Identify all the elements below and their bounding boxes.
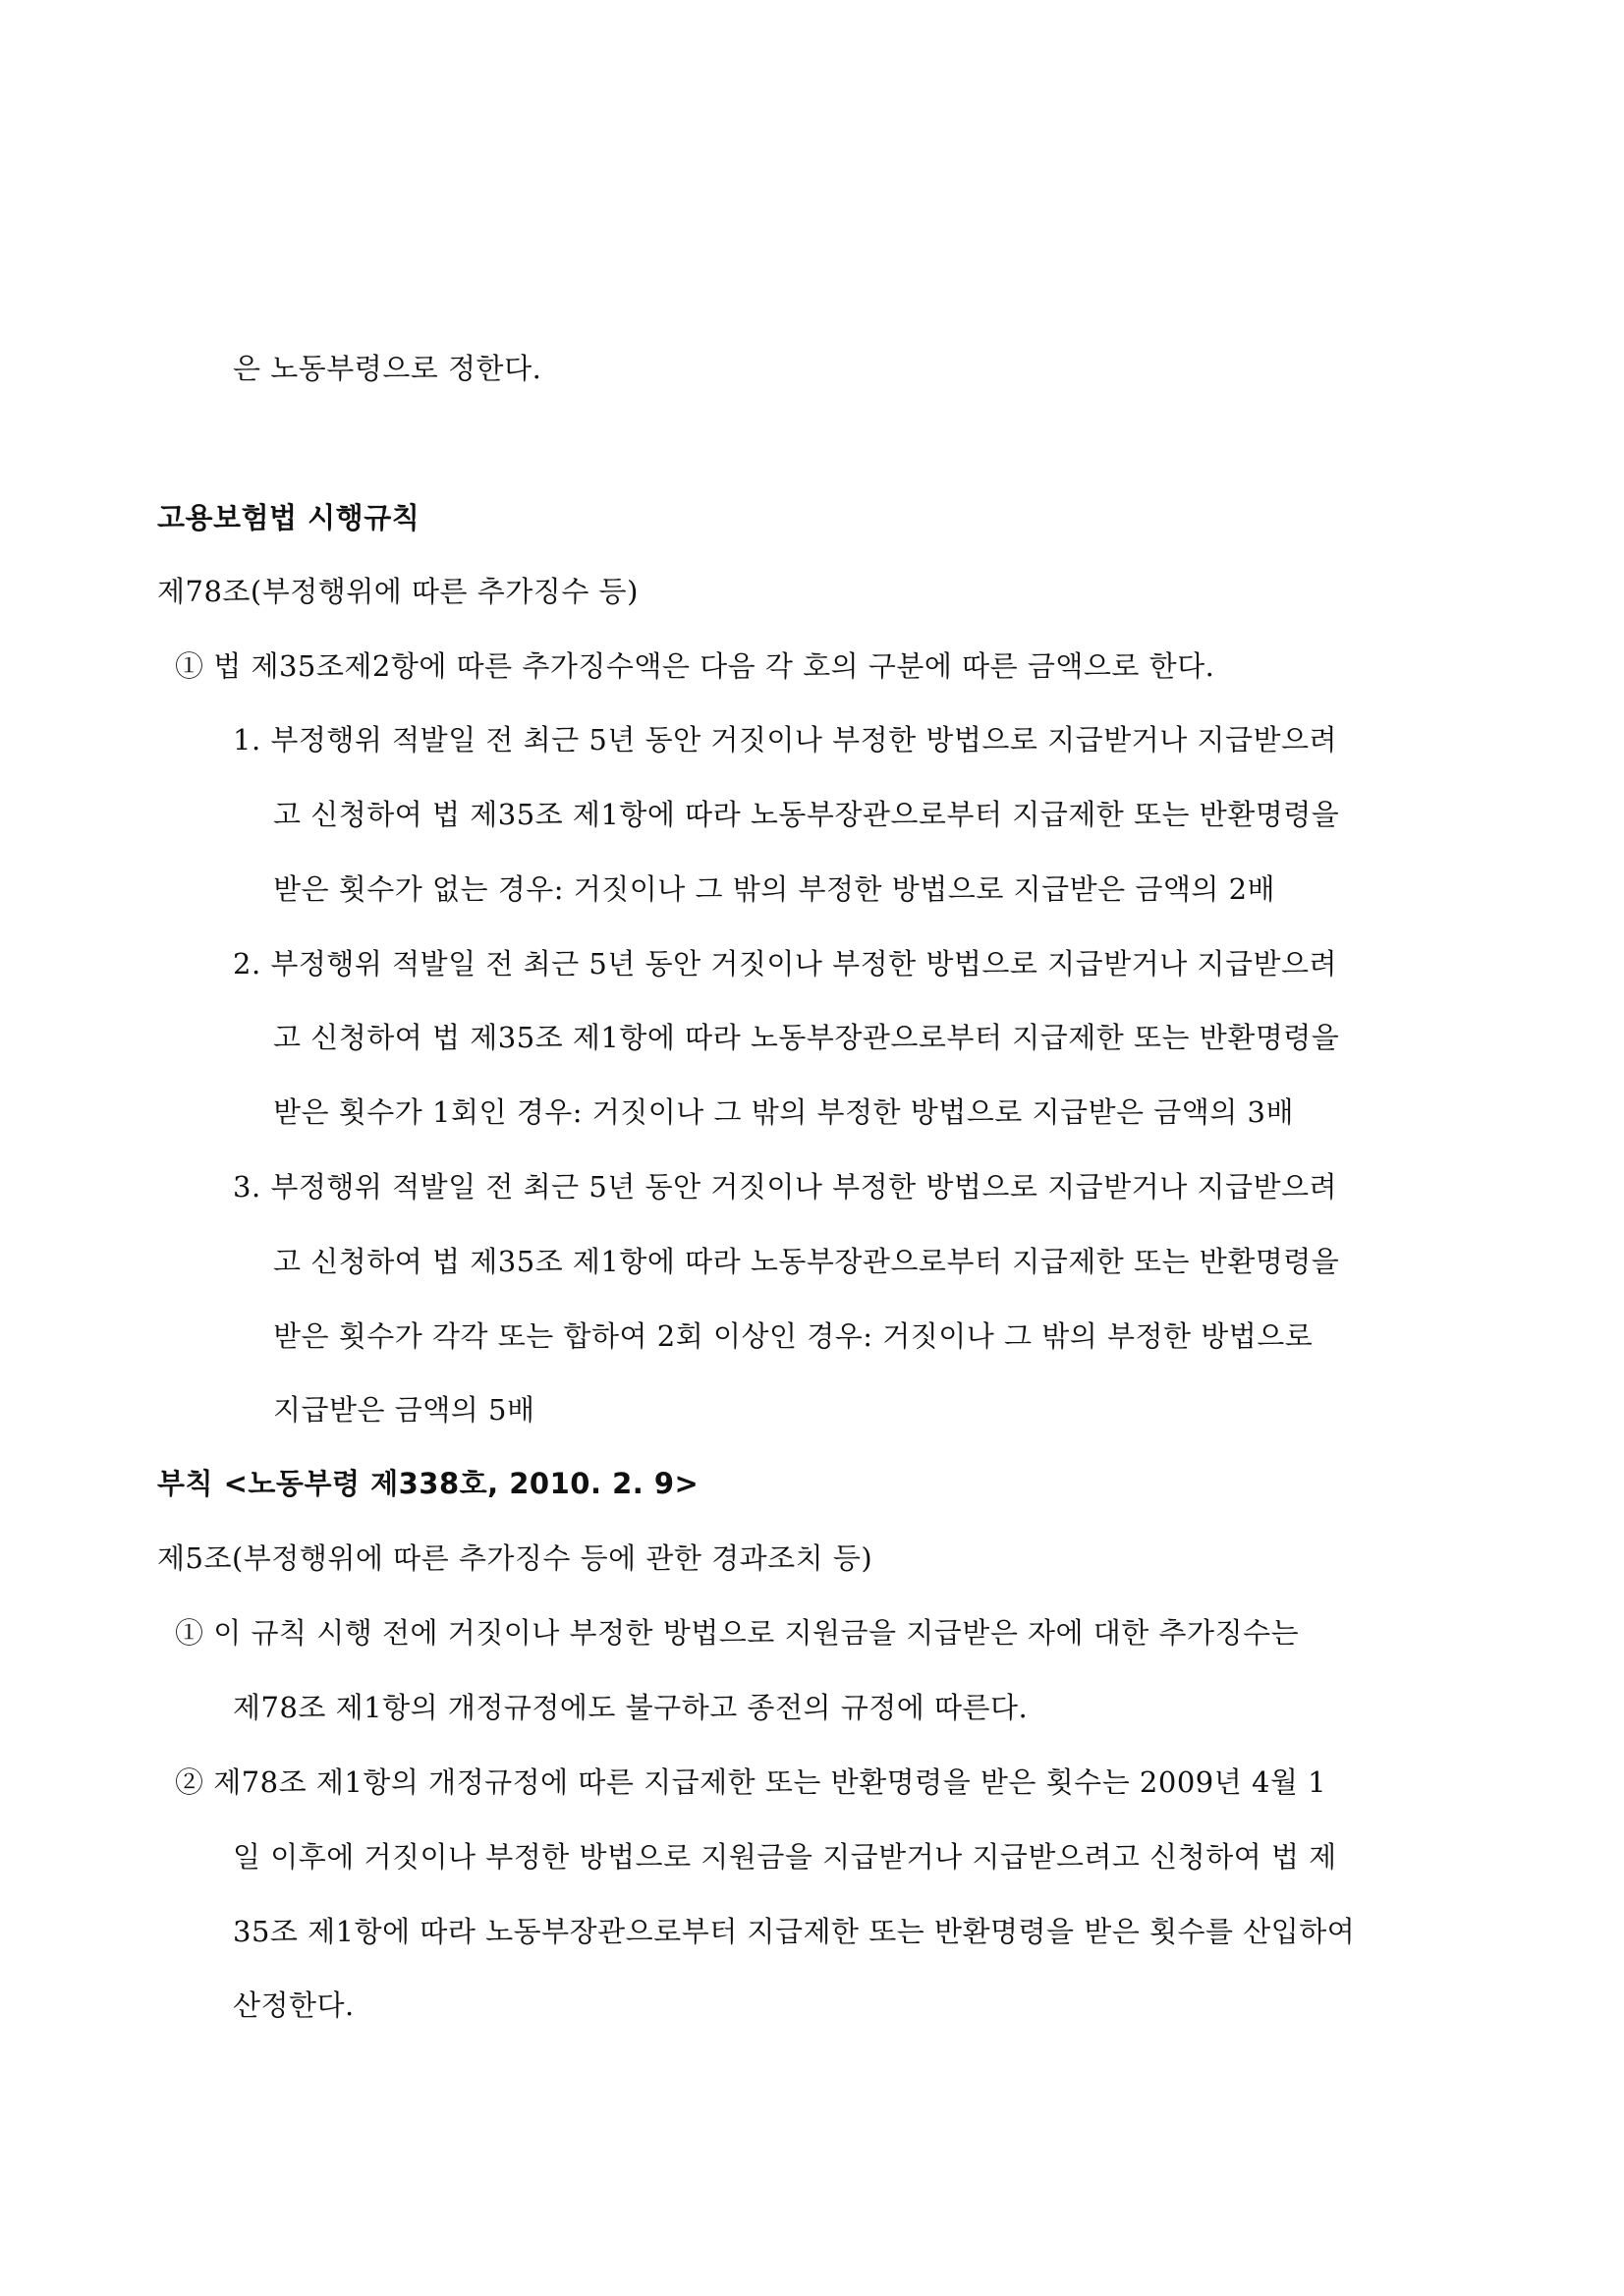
continuation-text: 은 노동부령으로 정한다.	[233, 352, 542, 385]
enforcement-rule-title: 고용보험법 시행규칙	[157, 501, 420, 534]
article-78-heading: 제78조(부정행위에 따른 추가징수 등)	[157, 575, 639, 608]
addendum-paragraph-2-line-4: 산정한다.	[233, 1988, 355, 2022]
addendum-paragraph-2-line-3: 35조 제1항에 따라 노동부장관으로부터 지급제한 또는 반환명령을 받은 횟수를 산입하여	[233, 1915, 1356, 1948]
item-3-line-1: 3. 부정행위 적발일 전 최근 5년 동안 거짓이나 부정한 방법으로 지급받거나 지급받으려	[233, 1170, 1337, 1204]
addendum-paragraph-1-line-1: ① 이 규칙 시행 전에 거짓이나 부정한 방법으로 지원금을 지급받은 자에 대한 추가징수는	[175, 1616, 1300, 1650]
item-3-line-2: 고 신청하여 법 제35조 제1항에 따라 노동부장관으로부터 지급제한 또는 반환명령을	[273, 1245, 1340, 1278]
item-2-line-3: 받은 횟수가 1회인 경우: 거짓이나 그 밖의 부정한 방법으로 지급받은 금액의 3배	[273, 1095, 1295, 1129]
item-1-line-2: 고 신청하여 법 제35조 제1항에 따라 노동부장관으로부터 지급제한 또는 반환명령을	[273, 798, 1340, 831]
item-1-line-1: 1. 부정행위 적발일 전 최근 5년 동안 거짓이나 부정한 방법으로 지급받거나 지급받으려	[233, 723, 1337, 756]
addendum-paragraph-2-line-1: ② 제78조 제1항의 개정규정에 따른 지급제한 또는 반환명령을 받은 횟수는 2009년 4월 1	[175, 1765, 1327, 1799]
item-3-line-3: 받은 횟수가 각각 또는 합하여 2회 이상인 경우: 거짓이나 그 밖의 부정한 방법으로	[273, 1319, 1314, 1353]
item-1-line-3: 받은 횟수가 없는 경우: 거짓이나 그 밖의 부정한 방법으로 지급받은 금액의 2배	[273, 872, 1276, 906]
addendum-paragraph-1-line-2: 제78조 제1항의 개정규정에도 불구하고 종전의 규정에 따른다.	[233, 1691, 1029, 1724]
addendum-paragraph-2-line-2: 일 이후에 거짓이나 부정한 방법으로 지원금을 지급받거나 지급받으려고 신청하여 법 제	[233, 1840, 1337, 1874]
article-5-heading: 제5조(부정행위에 따른 추가징수 등에 관한 경과조치 등)	[157, 1541, 873, 1575]
item-2-line-1: 2. 부정행위 적발일 전 최근 5년 동안 거짓이나 부정한 방법으로 지급받거나 지급받으려	[233, 947, 1337, 980]
item-2-line-2: 고 신청하여 법 제35조 제1항에 따라 노동부장관으로부터 지급제한 또는 반환명령을	[273, 1021, 1340, 1054]
item-3-line-4: 지급받은 금액의 5배	[273, 1393, 535, 1427]
article-78-paragraph-1: ① 법 제35조제2항에 따른 추가징수액은 다음 각 호의 구분에 따른 금액으로 한다.	[175, 649, 1215, 683]
addendum-title: 부칙 <노동부령 제338호, 2010. 2. 9>	[157, 1467, 700, 1500]
